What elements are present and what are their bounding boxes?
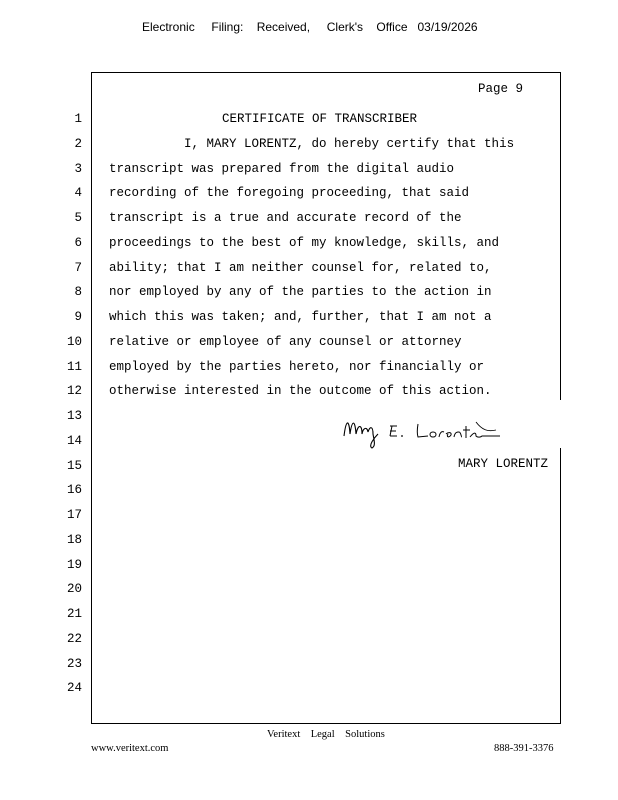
line-number: 23 [66,656,82,671]
footer-website: www.veritext.com [91,743,169,754]
line-number: 15 [66,458,82,473]
line-number: 2 [74,136,82,151]
line-number: 13 [66,409,82,423]
transcript-line: proceedings to the best of my knowledge, skills, and [109,235,500,250]
footer-phone: 888-391-3376 [494,743,554,754]
certificate-title: CERTIFICATE OF TRANSCRIBER [222,112,418,126]
line-number: 17 [66,508,82,522]
transcript-line: otherwise interested in the outcome of this action. [109,384,492,399]
line-number: 9 [74,310,82,324]
line-number: 4 [74,186,82,201]
line-number: 6 [74,235,82,250]
line-number: 7 [74,260,82,275]
transcript-line: transcript is a true and accurate record of the [109,211,462,225]
page-number: Page 9 [478,82,524,96]
line-number: 21 [66,607,82,621]
signature-image [340,410,510,452]
line-number: 8 [74,285,82,300]
transcriber-name: MARY LORENTZ [458,457,549,471]
line-number: 22 [66,631,82,646]
transcript-line: ability; that I am neither counsel for, related to, [109,260,492,275]
line-number: 24 [66,681,82,696]
line-number: 16 [66,483,82,498]
transcript-line: employed by the parties hereto, nor financially or [109,359,485,374]
line-number: 3 [74,161,82,176]
transcript-line: which this was taken; and, further, that I am not a [109,310,492,324]
line-number: 19 [66,557,82,572]
line-number: 11 [66,359,82,374]
line-number: 20 [66,582,82,597]
line-number: 18 [66,532,82,547]
filing-header: Electronic Filing: Received, Clerk's Office 03/19/2026 [142,20,478,34]
line-number: 14 [66,433,82,448]
signature-background [520,400,580,448]
transcript-line: recording of the foregoing proceeding, that said [109,186,470,201]
footer-company: Veritext Legal Solutions [267,729,385,740]
line-number: 10 [66,334,82,349]
line-number: 12 [66,384,82,399]
transcript-line: nor employed by any of the parties to the action in [109,285,492,300]
line-number: 5 [74,211,82,225]
line-number: 1 [74,112,82,126]
transcript-line: transcript was prepared from the digital audio [109,161,455,176]
transcript-line: relative or employee of any counsel or attorney [109,334,462,349]
transcript-line: I, MARY LORENTZ, do hereby certify that this [109,136,515,151]
